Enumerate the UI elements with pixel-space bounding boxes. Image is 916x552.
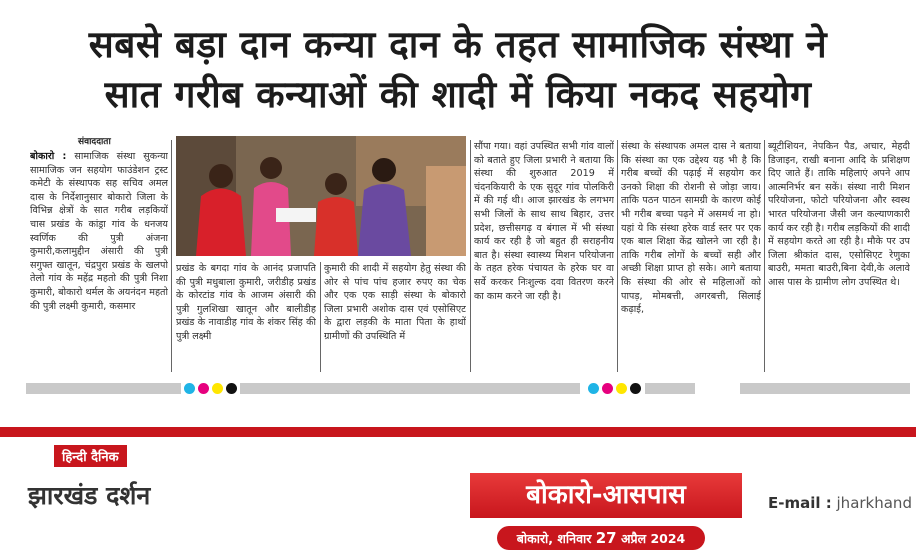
yellow-dot — [616, 383, 627, 394]
black-dot — [226, 383, 237, 394]
article-column-1 — [30, 150, 168, 375]
magenta-dot — [602, 383, 613, 394]
masthead-red-band — [0, 427, 916, 437]
registration-bar — [26, 383, 181, 394]
headline-line-1: सबसे बड़ा दान कन्या दान के तहत सामाजिक संस्था ने — [88, 23, 828, 66]
column-divider — [764, 140, 765, 372]
article-column-5: संस्था के संस्थापक अमल दास ने बताया कि संस्था का एक उद्देश्य यह भी है कि गरीब बच्चों की पढ़ाई में सहयोग कर उनको शिक्षा की रोशनी से जोड़ा जाय। ताकि पठन पाठन सामग्री के कारण कोई भी गरीब बच्चा पढ़ने में असमर्थ ना हो। यहां ये कि संस्था हरेक वार्ड स्तर पर एक एक बाल शिक्षा केंद्र खोलने जा रही है। ताकि गरीब लोगों के बच्चों सही और अच्छी शिक्षा प्राप्त हो सके। आगे बताया कि संस्था की ओर से महिलाओं को पापड़, मोमबत्ती, अगरबत्ती, सिलाई कढ़ाई, — [621, 141, 761, 316]
cyan-dot — [184, 383, 195, 394]
article-column-2: प्रखंड के बगदा गांव के आनंद प्रजापति की पुत्री मधुबाला कुमारी, जरीडीह प्रखंड के कोरटांड गांव के आजम अंसारी की पुत्री गुलशिखा खातून और बालीडीह प्रखंड के नावाडीह गांव के शंकर सिंह की पुत्री लक्ष्मी — [176, 263, 316, 342]
magenta-dot — [198, 383, 209, 394]
email-value: jharkhand — [836, 494, 912, 512]
cyan-dot — [588, 383, 599, 394]
registration-dots — [588, 383, 641, 394]
black-dot — [630, 383, 641, 394]
date-pill — [497, 526, 705, 550]
article-column-4: सौंपा गया। वहां उपस्थित सभी गांव वालों को बताते हुए जिला प्रभारी ने बताया कि संस्था की शुरुआत 2019 में चंदनकियारी के एक सुदूर गांव पोलकिरी में की गई थी। आज झारखंड के लगभग सभी जिलों के साथ साथ बिहार, उत्तर प्रदेश, छत्तीसगढ़ व बंगाल में भी संस्था कार्य कर रही है जो बहुत ही सराहनीय बात है। संस्था स्वास्थ्य मिशन परियोजना के तहत हरेक पंचायत के हरेक घर वा सर्वे करकर निःशुल्क दवा वितरण करने का काम करने जा रही है। — [474, 141, 614, 302]
date-day: 27 — [595, 529, 617, 547]
email-label: E-mail : — [768, 494, 832, 512]
date-line: बोकारो, शनिवार — [516, 531, 592, 546]
section-title: बोकारो-आसपास — [470, 473, 742, 518]
dateline: बोकारो : — [30, 151, 67, 162]
paper-name: झारखंड दर्शन — [28, 481, 151, 510]
column-divider — [171, 140, 172, 372]
yellow-dot — [212, 383, 223, 394]
registration-bar — [240, 383, 580, 394]
photo-illustration — [176, 136, 466, 256]
date-rest: अप्रैल 2024 — [620, 531, 686, 546]
article-column-6: ब्यूटीशियन, नेपकिन पैड, अचार, मेहदी डिजाइन, राखी बनाना आदि के प्रशिक्षण दिए जाते हैं। ताकि महिलाएं अपने आप आत्मनिर्भर बन सकें। संस्था नारी मिशन परियोजना, फोटो परियोजना और स्वस्थ भारत परियोजना जैसी जन कल्याणकारी कार्य कर रही है। गरीब लड़कियों की शादी में सहयोग करते आ रही है। मौके पर उप जिला श्रीकांत दास, एसोसिएट रेणुका बाउरी, ममता बाउरी,बिना देवी,के अलावे आस पास के ग्रामीण लोग उपस्थित थे। — [768, 141, 910, 288]
column-divider — [617, 140, 618, 372]
registration-bar — [740, 383, 910, 394]
column-divider — [470, 140, 471, 372]
column-1-text: सामाजिक संस्था सुकन्या सामाजिक जन सहयोग फाउंडेशन ट्रस्ट कमेटी के संस्थापक सह सचिव अमल दास के निर्देशानुसार बोकारो जिला के विभिन्न क्षेत्रों के सात गरीब लड़कियों चास प्रखंड के कांड्रा गांव के धनजय स्वर्णिक की पुत्री अंजना कुमारी,कलामुद्दीन अंसारी की पुत्री सगुफ्त खातून, चंद्रपुरा प्रखंड के खलपो तेलो गांव के महेंद्र महतो की पुत्री निशा कुमारी, बोकारो थर्मल के अयनंदन महतो की पुत्री लक्ष्मी कुमारी, कसमार — [30, 151, 168, 312]
headline-line-2: सात गरीब कन्याओं की शादी में किया नकद सहयोग — [104, 73, 812, 116]
registration-dots — [184, 383, 237, 394]
paper-tag: हिन्दी दैनिक — [52, 443, 129, 469]
news-photo — [176, 136, 466, 256]
byline: संवाददाता — [78, 137, 111, 147]
article-column-3: कुमारी की शादी में सहयोग हेतु संस्था की ओर से पांच पांच हजार रुपए का चेक और एक एक साड़ी संस्था के बोकारो जिला प्रभारी अशोक दास एवं एसोसिएट के द्वारा लड़की के माता पिता के हाथों ग्रामीणों की उपस्थिति में — [324, 263, 466, 342]
email-line — [768, 494, 912, 512]
column-divider — [320, 262, 321, 372]
registration-bar — [645, 383, 695, 394]
